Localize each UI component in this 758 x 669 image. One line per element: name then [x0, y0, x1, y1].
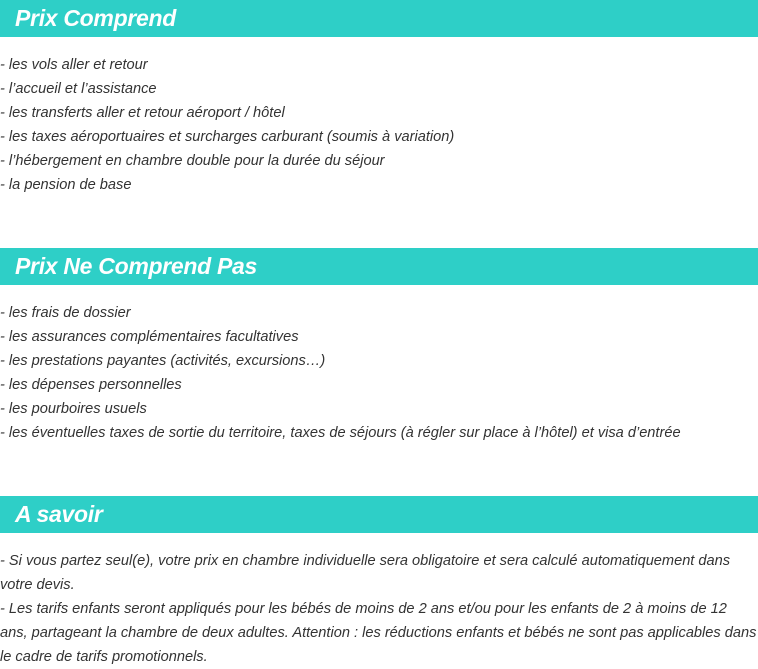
section-title: Prix Comprend [15, 5, 176, 31]
list-item: - les dépenses personnelles [0, 377, 182, 393]
section-header [0, 0, 758, 37]
list-item: - les éventuelles taxes de sortie du territoire, taxes de séjours (à régler sur place à l’hôtel) et visa d’entrée [0, 425, 681, 441]
excluded-list [0, 301, 758, 445]
list-item: - les transferts aller et retour aéroport / hôtel [0, 105, 285, 121]
info-list [0, 549, 758, 669]
list-item: - les frais de dossier [0, 305, 131, 321]
list-item: - l’accueil et l’assistance [0, 81, 157, 97]
section-prix-comprend [0, 0, 758, 197]
list-item: - les assurances complémentaires facultatives [0, 329, 299, 345]
section-title: Prix Ne Comprend Pas [15, 253, 257, 279]
section-title: A savoir [15, 501, 103, 527]
list-item: - Les tarifs enfants seront appliqués pour les bébés de moins de 2 ans et/ou pour les enfants de 2 à moins de 12 ans, partageant la chambre de deux adultes. Attention : les réductions enfants et bébés ne sont pas applicables dans le cadre de tarifs promotionnels. [0, 601, 757, 665]
section-header [0, 496, 758, 533]
included-list [0, 53, 758, 197]
section-header [0, 248, 758, 285]
section-prix-ne-comprend-pas [0, 248, 758, 445]
list-item: - les vols aller et retour [0, 57, 148, 73]
list-item: - les pourboires usuels [0, 401, 147, 417]
list-item: - les prestations payantes (activités, excursions…) [0, 353, 326, 369]
list-item: - Si vous partez seul(e), votre prix en chambre individuelle sera obligatoire et sera calculé automatiquement dans votre devis. [0, 553, 731, 593]
list-item: - les taxes aéroportuaires et surcharges carburant (soumis à variation) [0, 129, 455, 145]
list-item: - la pension de base [0, 177, 132, 193]
section-a-savoir [0, 496, 758, 669]
list-item: - l’hébergement en chambre double pour la durée du séjour [0, 153, 385, 169]
